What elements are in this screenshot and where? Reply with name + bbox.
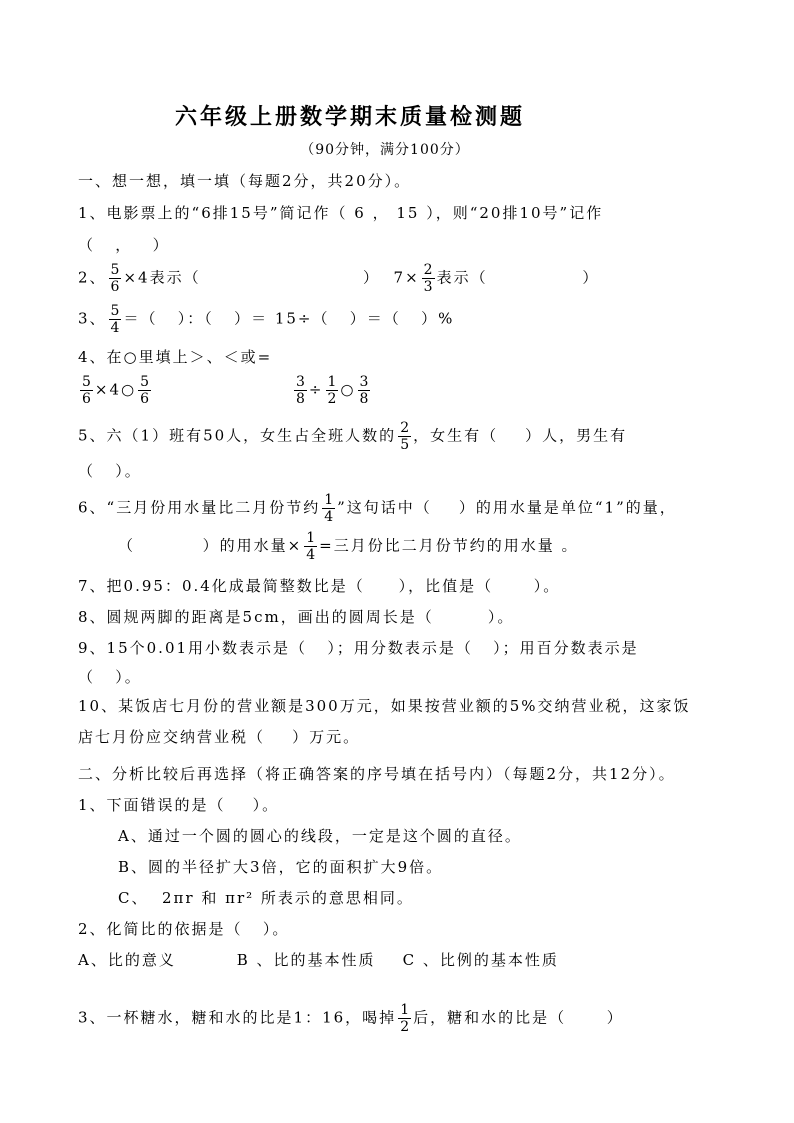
fraction: $\frac{1}{2}$ — [400, 1002, 410, 1035]
question-4-item-a: $\frac{5}{6}$ ×4○ $\frac{5}{6}$ — [82, 374, 150, 407]
question-7: 7、把0.95：0.4化成最简整数比是（ ），比值是（ ）。 — [78, 577, 561, 595]
question-9-line1: 9、15个0.01用小数表示是（ ）；用分数表示是（ ）；用百分数表示是 — [78, 639, 639, 657]
section1-heading: 一、想一想，填一填（每题2分，共20分）。 — [78, 172, 412, 190]
question-1-line1: 1、电影票上的“6排15号”简记作（ 6 ， 15 ），则“20排10号”记作 — [78, 204, 604, 222]
fraction: $\frac{5}{6}$ — [110, 262, 120, 295]
fraction: $\frac{5}{4}$ — [110, 303, 120, 336]
fraction: $\frac{1}{4}$ — [324, 492, 334, 525]
fraction: $\frac{2}{3}$ — [423, 262, 433, 295]
question-1-line2: （ ， ） — [78, 236, 170, 254]
page-title: 六年级上册数学期末质量检测题 — [174, 105, 525, 130]
fraction: $\frac{5}{6}$ — [140, 374, 150, 407]
fraction: $\frac{3}{8}$ — [296, 374, 305, 407]
section2-question-1: 1、下面错误的是（ ）。 — [78, 796, 280, 814]
choice-a: A、通过一个圆的圆心的线段，一定是这个圆的直径。 — [118, 827, 522, 845]
fraction: $\frac{1}{4}$ — [306, 530, 316, 563]
fraction: $\frac{1}{2}$ — [327, 374, 337, 407]
question-8: 8、圆规两脚的距离是5cm，画出的圆周长是（ ）。 — [78, 608, 515, 626]
question-9-line2: （ ）。 — [78, 668, 142, 686]
section2-question-3: 3、一杯糖水，糖和水的比是1：16，喝掉 $\frac{1}{2}$ 后，糖和水的比是（ ） — [78, 1002, 624, 1035]
fraction: $\frac{5}{6}$ — [82, 374, 91, 407]
choice-c: C、 2πr 和 πr² 所表示的意思相同。 — [118, 889, 414, 907]
question-10-line1: 10、某饭店七月份的营业额是300万元，如果按营业额的5%交纳营业税，这家饭 — [78, 697, 691, 715]
question-4-item-b: $\frac{3}{8}$ ÷ $\frac{1}{2}$ ○ $\frac{3}{8}$ — [296, 374, 369, 407]
question-6-line2: （ ）的用水量× $\frac{1}{4}$ =三月份比二月份节约的用水量 。 — [118, 530, 579, 563]
question-6-line1: 6、“三月份用水量比二月份节约 $\frac{1}{4}$ ”这句话中（ ）的用水量是单位“1”的量， — [78, 492, 677, 525]
question-10-line2: 店七月份应交纳营业税（ ）万元。 — [78, 728, 361, 746]
question-3: 3、 $\frac{5}{4}$ ＝（ ）：（ ）＝ 15÷（ ）＝（ ）% — [78, 303, 455, 336]
choice-b: B、圆的半径扩大3倍，它的面积扩大9倍。 — [118, 858, 444, 876]
section2-heading: 二、分析比较后再选择（将正确答案的序号填在括号内）（每题2分，共12分）。 — [78, 765, 676, 783]
page-subtitle: （90分钟，满分100分） — [300, 142, 470, 158]
question-5-line1: 5、六（1）班有50人，女生占全班人数的 $\frac{2}{5}$ ，女生有（ ）人，男生有 — [78, 420, 628, 453]
section2-question-2: 2、化简比的依据是（ ）。 — [78, 920, 290, 938]
question-2: 2、 $\frac{5}{6}$ ×4表示（ ） 7× $\frac{2}{3}$ 表示（ ） — [78, 262, 600, 295]
question-5-line2: （ ）。 — [78, 462, 142, 480]
fraction: $\frac{2}{5}$ — [400, 420, 410, 453]
section2-question-2-options: A、比的意义 B 、比的基本性质 C 、比例的基本性质 — [78, 951, 559, 969]
fraction: $\frac{3}{8}$ — [359, 374, 369, 407]
question-4: 4、在○里填上＞、＜或= — [78, 348, 273, 366]
